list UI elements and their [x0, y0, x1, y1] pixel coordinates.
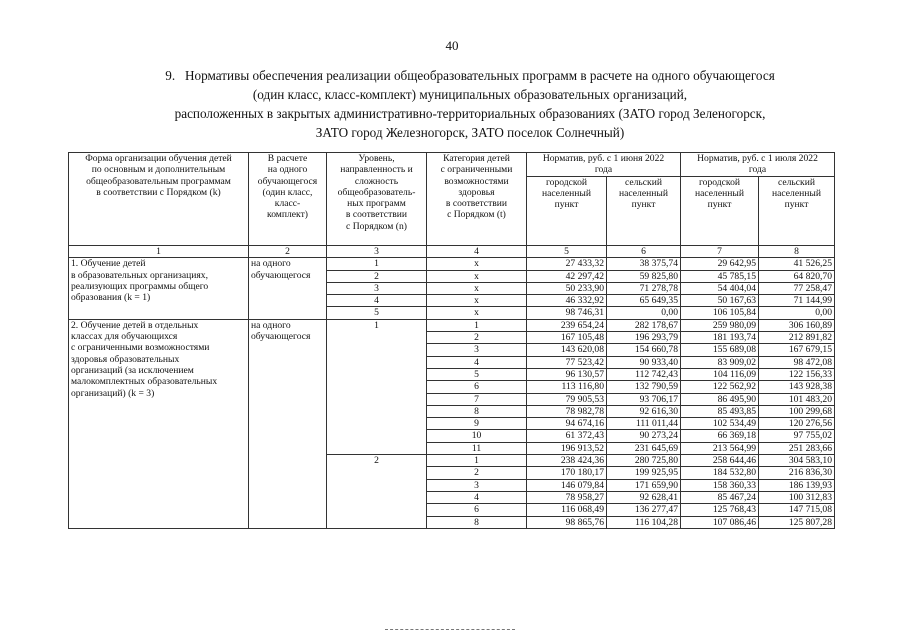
value-cell: 93 706,17: [607, 393, 681, 405]
heading-number: 9.: [165, 68, 176, 83]
header-category: Категория детей с ограниченными возможностями здоровья в соответствии с Порядком (t): [427, 153, 527, 246]
column-number: 5: [527, 246, 607, 258]
value-cell: 212 891,82: [759, 332, 835, 344]
value-cell: 116 068,49: [527, 504, 607, 516]
value-cell: 27 433,32: [527, 258, 607, 270]
column-number: 8: [759, 246, 835, 258]
value-cell: 100 312,83: [759, 491, 835, 503]
value-cell: 38 375,74: [607, 258, 681, 270]
value-cell: 259 980,09: [681, 319, 759, 331]
group2-level-1: 1: [327, 319, 427, 454]
value-cell: 154 660,78: [607, 344, 681, 356]
category-cell: 11: [427, 442, 527, 454]
value-cell: 280 725,80: [607, 455, 681, 467]
value-cell: 104 116,09: [681, 368, 759, 380]
category-cell: 3: [427, 344, 527, 356]
value-cell: 158 360,33: [681, 479, 759, 491]
value-cell: 50 167,63: [681, 295, 759, 307]
level-cell: 1: [327, 258, 427, 270]
value-cell: 199 925,95: [607, 467, 681, 479]
value-cell: 71 144,99: [759, 295, 835, 307]
category-cell: 6: [427, 381, 527, 393]
header-norm-june-2022: Норматив, руб. с 1 июня 2022 года: [527, 153, 681, 177]
table-row: [69, 258, 835, 270]
header-norm-july-2022: Норматив, руб. с 1 июля 2022 года: [681, 153, 835, 177]
value-cell: 116 104,28: [607, 516, 681, 528]
value-cell: 171 659,90: [607, 479, 681, 491]
value-cell: 79 905,53: [527, 393, 607, 405]
header-per-unit: В расчете на одного обучающегося (один класс, класс- комплект): [249, 153, 327, 246]
page-number: 40: [445, 38, 459, 53]
value-cell: 106 105,84: [681, 307, 759, 319]
value-cell: 181 193,74: [681, 332, 759, 344]
value-cell: 96 130,57: [527, 368, 607, 380]
value-cell: 186 139,93: [759, 479, 835, 491]
value-cell: 41 526,25: [759, 258, 835, 270]
value-cell: 167 105,48: [527, 332, 607, 344]
value-cell: 54 404,04: [681, 282, 759, 294]
value-cell: 85 493,85: [681, 405, 759, 417]
value-cell: 132 790,59: [607, 381, 681, 393]
value-cell: 100 299,68: [759, 405, 835, 417]
value-cell: 258 644,46: [681, 455, 759, 467]
value-cell: 86 495,90: [681, 393, 759, 405]
table-row: [69, 319, 835, 331]
value-cell: 97 755,02: [759, 430, 835, 442]
value-cell: 59 825,80: [607, 270, 681, 282]
group2-level-2: 2: [327, 455, 427, 529]
value-cell: 78 982,78: [527, 405, 607, 417]
category-cell: 9: [427, 418, 527, 430]
column-number: 3: [327, 246, 427, 258]
category-cell: х: [427, 307, 527, 319]
value-cell: 50 233,90: [527, 282, 607, 294]
value-cell: 122 156,33: [759, 368, 835, 380]
level-cell: 4: [327, 295, 427, 307]
category-cell: 1: [427, 455, 527, 467]
value-cell: 90 933,40: [607, 356, 681, 368]
value-cell: 213 564,99: [681, 442, 759, 454]
value-cell: 113 116,80: [527, 381, 607, 393]
level-cell: 3: [327, 282, 427, 294]
value-cell: 146 079,84: [527, 479, 607, 491]
value-cell: 122 562,92: [681, 381, 759, 393]
header-urban-july: городской населенный пункт: [681, 176, 759, 245]
value-cell: 143 928,38: [759, 381, 835, 393]
group1-per-unit: на одного обучающегося: [249, 258, 327, 319]
value-cell: 306 160,89: [759, 319, 835, 331]
heading-line-3: расположенных в закрытых административно-территориальных образованиях (ЗАТО город Зеленогорск,: [174, 106, 766, 121]
value-cell: 98 865,76: [527, 516, 607, 528]
value-cell: 125 768,43: [681, 504, 759, 516]
value-cell: 0,00: [607, 307, 681, 319]
category-cell: х: [427, 295, 527, 307]
value-cell: 170 180,17: [527, 467, 607, 479]
value-cell: 304 583,10: [759, 455, 835, 467]
value-cell: 98 472,08: [759, 356, 835, 368]
value-cell: 90 273,24: [607, 430, 681, 442]
value-cell: 111 011,44: [607, 418, 681, 430]
value-cell: 107 086,46: [681, 516, 759, 528]
group1-form: 1. Обучение детей в образовательных организациях, реализующих программы общего образования (k = 1): [69, 258, 249, 319]
value-cell: 94 674,16: [527, 418, 607, 430]
category-cell: 2: [427, 467, 527, 479]
value-cell: 42 297,42: [527, 270, 607, 282]
value-cell: 196 913,52: [527, 442, 607, 454]
category-cell: 7: [427, 393, 527, 405]
value-cell: 231 645,69: [607, 442, 681, 454]
column-number: 6: [607, 246, 681, 258]
value-cell: 120 276,56: [759, 418, 835, 430]
level-cell: 2: [327, 270, 427, 282]
value-cell: 65 649,35: [607, 295, 681, 307]
column-number: 1: [69, 246, 249, 258]
value-cell: 216 836,30: [759, 467, 835, 479]
value-cell: 155 689,08: [681, 344, 759, 356]
value-cell: 29 642,95: [681, 258, 759, 270]
category-cell: 4: [427, 356, 527, 368]
group2-per-unit: на одного обучающегося: [249, 319, 327, 528]
value-cell: 196 293,79: [607, 332, 681, 344]
value-cell: 147 715,08: [759, 504, 835, 516]
category-cell: 6: [427, 504, 527, 516]
category-cell: х: [427, 282, 527, 294]
heading-line-1: [60, 66, 880, 85]
value-cell: 239 654,24: [527, 319, 607, 331]
section-heading: [60, 66, 880, 142]
value-cell: 112 742,43: [607, 368, 681, 380]
header-form: Форма организации обучения детей по основным и дополнительным общеобразовательным программам в соответствии с Порядком (k): [69, 153, 249, 246]
column-numbers-row: [69, 246, 835, 258]
header-urban-june: городской населенный пункт: [527, 176, 607, 245]
value-cell: 77 258,47: [759, 282, 835, 294]
group2-form: 2. Обучение детей в отдельных классах для обучающихся с ограниченными возможностями здоровья образовательных организаций (за исключением малокомплектных образовательных организаций) (k = 3): [69, 319, 249, 528]
category-cell: 8: [427, 405, 527, 417]
norms-table: [68, 152, 835, 529]
value-cell: 238 424,36: [527, 455, 607, 467]
header-rural-june: сельский населенный пункт: [607, 176, 681, 245]
category-cell: 5: [427, 368, 527, 380]
value-cell: 136 277,47: [607, 504, 681, 516]
value-cell: 45 785,15: [681, 270, 759, 282]
level-cell: 5: [327, 307, 427, 319]
category-cell: х: [427, 270, 527, 282]
value-cell: 282 178,67: [607, 319, 681, 331]
heading-line-4: ЗАТО город Железногорск, ЗАТО поселок Солнечный): [315, 125, 625, 140]
category-cell: 4: [427, 491, 527, 503]
value-cell: 92 616,30: [607, 405, 681, 417]
heading-line-1-text: Нормативы обеспечения реализации общеобразовательных программ в расчете на одного обучающегося: [185, 68, 775, 83]
value-cell: 77 523,42: [527, 356, 607, 368]
value-cell: 78 958,27: [527, 491, 607, 503]
value-cell: 251 283,66: [759, 442, 835, 454]
category-cell: 10: [427, 430, 527, 442]
category-cell: 1: [427, 319, 527, 331]
value-cell: 46 332,92: [527, 295, 607, 307]
value-cell: 83 909,02: [681, 356, 759, 368]
category-cell: 8: [427, 516, 527, 528]
value-cell: 98 746,31: [527, 307, 607, 319]
header-level: Уровень, направленность и сложность общеобразователь- ных программ в соответствии с Порядком (n): [327, 153, 427, 246]
value-cell: 0,00: [759, 307, 835, 319]
value-cell: 66 369,18: [681, 430, 759, 442]
value-cell: 92 628,41: [607, 491, 681, 503]
header-rural-july: сельский населенный пункт: [759, 176, 835, 245]
column-number: 7: [681, 246, 759, 258]
value-cell: 101 483,20: [759, 393, 835, 405]
value-cell: 61 372,43: [527, 430, 607, 442]
category-cell: 3: [427, 479, 527, 491]
category-cell: 2: [427, 332, 527, 344]
value-cell: 184 532,80: [681, 467, 759, 479]
value-cell: 102 534,49: [681, 418, 759, 430]
heading-line-2: (один класс, класс-комплект) муниципальных образовательных организаций,: [252, 87, 688, 102]
value-cell: 64 820,70: [759, 270, 835, 282]
value-cell: 167 679,15: [759, 344, 835, 356]
value-cell: 143 620,08: [527, 344, 607, 356]
value-cell: 71 278,78: [607, 282, 681, 294]
value-cell: 125 807,28: [759, 516, 835, 528]
column-number: 2: [249, 246, 327, 258]
value-cell: 85 467,24: [681, 491, 759, 503]
scan-artifact-line: [385, 629, 515, 632]
category-cell: х: [427, 258, 527, 270]
column-number: 4: [427, 246, 527, 258]
